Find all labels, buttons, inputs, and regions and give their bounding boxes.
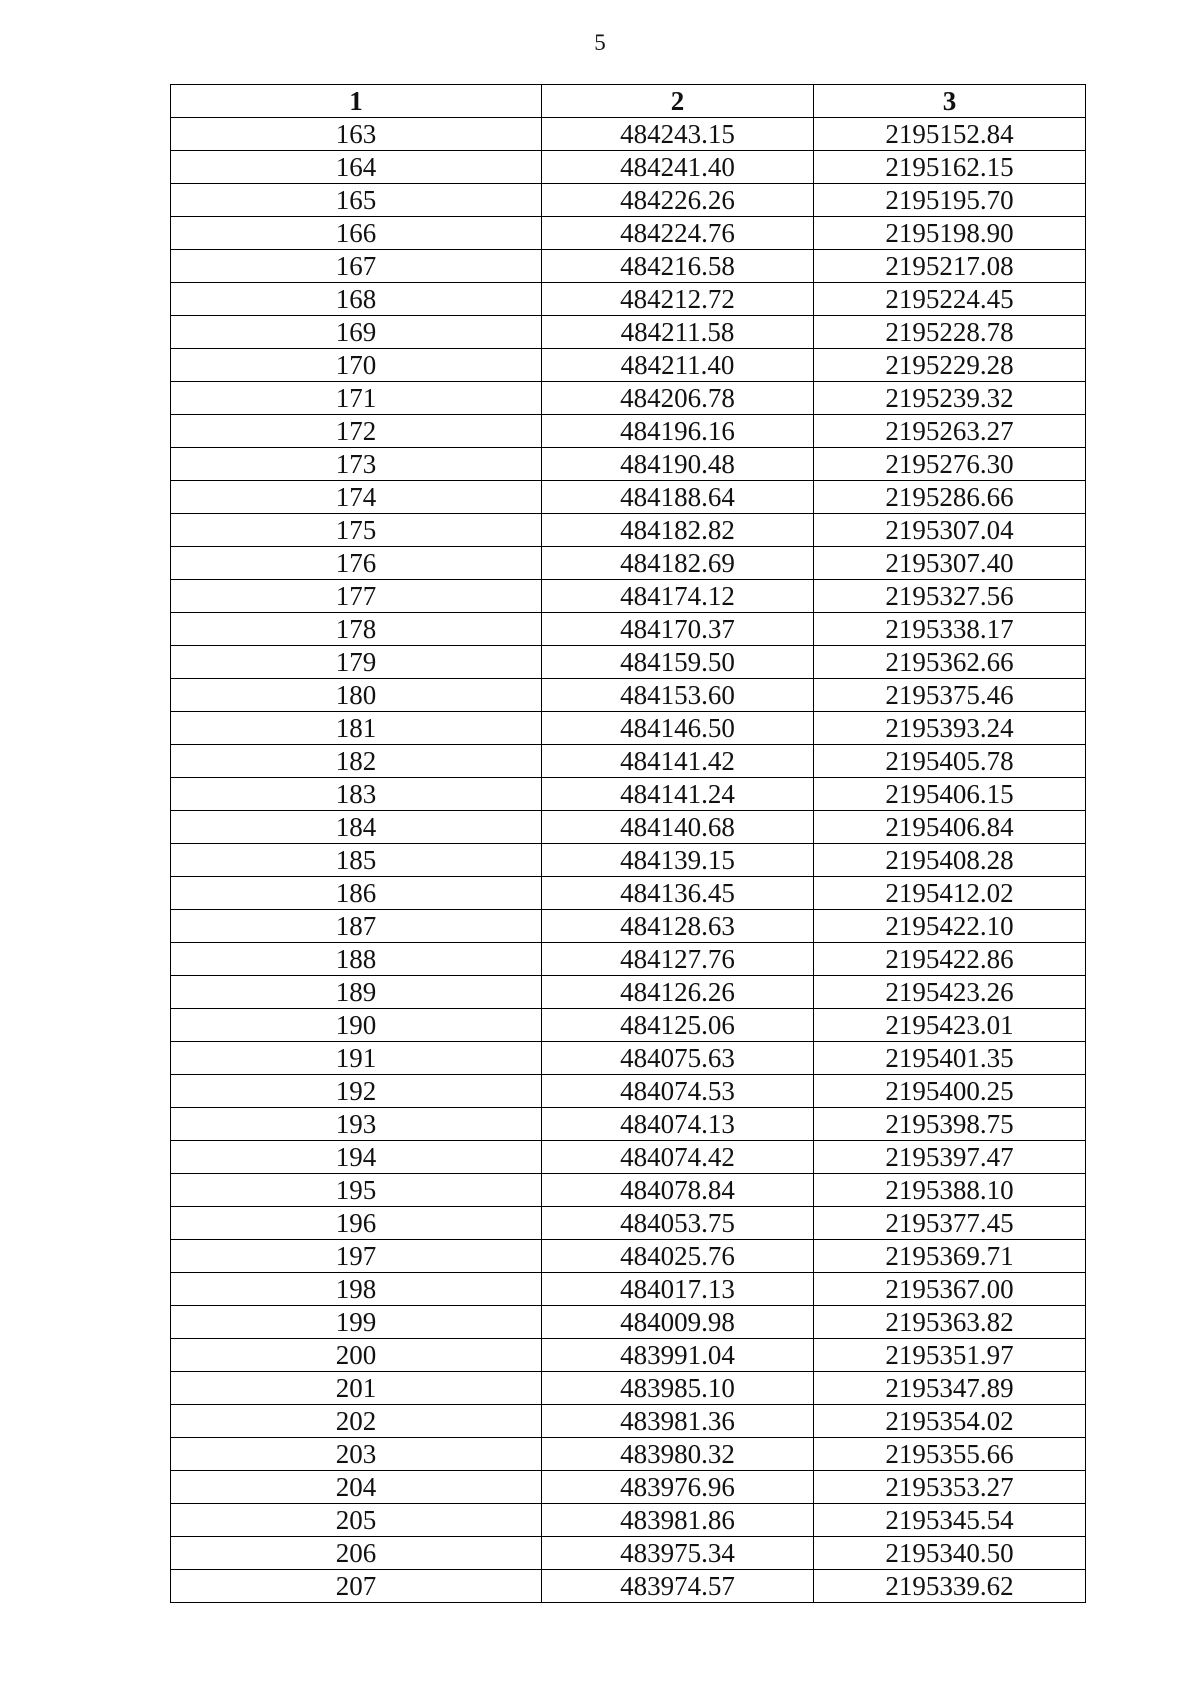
x-coordinate-cell: 484139.15: [542, 844, 814, 877]
x-coordinate-cell: 483991.04: [542, 1339, 814, 1372]
x-coordinate-cell: 484241.40: [542, 151, 814, 184]
x-coordinate-cell: 484141.42: [542, 745, 814, 778]
y-coordinate-cell: 2195224.45: [814, 283, 1086, 316]
x-coordinate-cell: 484075.63: [542, 1042, 814, 1075]
y-coordinate-cell: 2195339.62: [814, 1570, 1086, 1603]
x-coordinate-cell: 483981.86: [542, 1504, 814, 1537]
point-number-cell: 206: [171, 1537, 542, 1570]
x-coordinate-cell: 484170.37: [542, 613, 814, 646]
point-number-cell: 181: [171, 712, 542, 745]
point-number-cell: 193: [171, 1108, 542, 1141]
table-row: [171, 382, 1086, 415]
table-row: [171, 217, 1086, 250]
table-row: [171, 976, 1086, 1009]
x-coordinate-cell: 484074.13: [542, 1108, 814, 1141]
y-coordinate-cell: 2195412.02: [814, 877, 1086, 910]
x-coordinate-cell: 484141.24: [542, 778, 814, 811]
point-number-cell: 185: [171, 844, 542, 877]
point-number-cell: 178: [171, 613, 542, 646]
table-row: [171, 580, 1086, 613]
y-coordinate-cell: 2195401.35: [814, 1042, 1086, 1075]
table-row: [171, 712, 1086, 745]
y-coordinate-cell: 2195347.89: [814, 1372, 1086, 1405]
y-coordinate-cell: 2195377.45: [814, 1207, 1086, 1240]
x-coordinate-cell: 484074.53: [542, 1075, 814, 1108]
y-coordinate-cell: 2195327.56: [814, 580, 1086, 613]
point-number-cell: 202: [171, 1405, 542, 1438]
y-coordinate-cell: 2195388.10: [814, 1174, 1086, 1207]
point-number-cell: 200: [171, 1339, 542, 1372]
column-header-3: 3: [814, 85, 1086, 118]
table-row: [171, 1273, 1086, 1306]
table-row: [171, 1207, 1086, 1240]
x-coordinate-cell: 484211.40: [542, 349, 814, 382]
x-coordinate-cell: 483980.32: [542, 1438, 814, 1471]
point-number-cell: 191: [171, 1042, 542, 1075]
column-header-2: 2: [542, 85, 814, 118]
y-coordinate-cell: 2195354.02: [814, 1405, 1086, 1438]
table-row: [171, 1240, 1086, 1273]
y-coordinate-cell: 2195217.08: [814, 250, 1086, 283]
point-number-cell: 207: [171, 1570, 542, 1603]
point-number-cell: 194: [171, 1141, 542, 1174]
x-coordinate-cell: 484053.75: [542, 1207, 814, 1240]
table-row: [171, 1372, 1086, 1405]
x-coordinate-cell: 484212.72: [542, 283, 814, 316]
x-coordinate-cell: 484174.12: [542, 580, 814, 613]
x-coordinate-cell: 484211.58: [542, 316, 814, 349]
table-row: [171, 349, 1086, 382]
point-number-cell: 184: [171, 811, 542, 844]
point-number-cell: 177: [171, 580, 542, 613]
y-coordinate-cell: 2195286.66: [814, 481, 1086, 514]
point-number-cell: 183: [171, 778, 542, 811]
point-number-cell: 192: [171, 1075, 542, 1108]
y-coordinate-cell: 2195405.78: [814, 745, 1086, 778]
y-coordinate-cell: 2195422.86: [814, 943, 1086, 976]
point-number-cell: 189: [171, 976, 542, 1009]
x-coordinate-cell: 484074.42: [542, 1141, 814, 1174]
x-coordinate-cell: 484153.60: [542, 679, 814, 712]
y-coordinate-cell: 2195398.75: [814, 1108, 1086, 1141]
x-coordinate-cell: 484159.50: [542, 646, 814, 679]
y-coordinate-cell: 2195351.97: [814, 1339, 1086, 1372]
y-coordinate-cell: 2195198.90: [814, 217, 1086, 250]
x-coordinate-cell: 484127.76: [542, 943, 814, 976]
point-number-cell: 165: [171, 184, 542, 217]
x-coordinate-cell: 484078.84: [542, 1174, 814, 1207]
point-number-cell: 173: [171, 448, 542, 481]
table-row: [171, 877, 1086, 910]
table-header-row: [171, 85, 1086, 118]
point-number-cell: 180: [171, 679, 542, 712]
table-row: [171, 250, 1086, 283]
y-coordinate-cell: 2195263.27: [814, 415, 1086, 448]
x-coordinate-cell: 483974.57: [542, 1570, 814, 1603]
y-coordinate-cell: 2195369.71: [814, 1240, 1086, 1273]
x-coordinate-cell: 484224.76: [542, 217, 814, 250]
point-number-cell: 195: [171, 1174, 542, 1207]
table-row: [171, 415, 1086, 448]
table-row: [171, 1405, 1086, 1438]
point-number-cell: 188: [171, 943, 542, 976]
point-number-cell: 186: [171, 877, 542, 910]
table-row: [171, 943, 1086, 976]
y-coordinate-cell: 2195276.30: [814, 448, 1086, 481]
table-body: [171, 118, 1086, 1603]
y-coordinate-cell: 2195353.27: [814, 1471, 1086, 1504]
x-coordinate-cell: 484196.16: [542, 415, 814, 448]
y-coordinate-cell: 2195229.28: [814, 349, 1086, 382]
x-coordinate-cell: 484206.78: [542, 382, 814, 415]
point-number-cell: 174: [171, 481, 542, 514]
y-coordinate-cell: 2195195.70: [814, 184, 1086, 217]
point-number-cell: 175: [171, 514, 542, 547]
x-coordinate-cell: 484009.98: [542, 1306, 814, 1339]
point-number-cell: 182: [171, 745, 542, 778]
point-number-cell: 167: [171, 250, 542, 283]
table-row: [171, 613, 1086, 646]
x-coordinate-cell: 484146.50: [542, 712, 814, 745]
table-row: [171, 844, 1086, 877]
table-row: [171, 745, 1086, 778]
y-coordinate-cell: 2195228.78: [814, 316, 1086, 349]
table-row: [171, 1570, 1086, 1603]
table-row: [171, 151, 1086, 184]
y-coordinate-cell: 2195152.84: [814, 118, 1086, 151]
page-number: 5: [594, 30, 606, 55]
x-coordinate-cell: 484182.82: [542, 514, 814, 547]
y-coordinate-cell: 2195406.15: [814, 778, 1086, 811]
x-coordinate-cell: 483985.10: [542, 1372, 814, 1405]
point-number-cell: 187: [171, 910, 542, 943]
table-row: [171, 283, 1086, 316]
table-row: [171, 481, 1086, 514]
table-row: [171, 1504, 1086, 1537]
y-coordinate-cell: 2195423.26: [814, 976, 1086, 1009]
point-number-cell: 169: [171, 316, 542, 349]
point-number-cell: 205: [171, 1504, 542, 1537]
point-number-cell: 172: [171, 415, 542, 448]
x-coordinate-cell: 484128.63: [542, 910, 814, 943]
table-row: [171, 514, 1086, 547]
point-number-cell: 179: [171, 646, 542, 679]
point-number-cell: 170: [171, 349, 542, 382]
y-coordinate-cell: 2195397.47: [814, 1141, 1086, 1174]
y-coordinate-cell: 2195239.32: [814, 382, 1086, 415]
point-number-cell: 196: [171, 1207, 542, 1240]
y-coordinate-cell: 2195363.82: [814, 1306, 1086, 1339]
table-row: [171, 184, 1086, 217]
table-row: [171, 910, 1086, 943]
coordinates-table: [170, 84, 1086, 1603]
table-row: [171, 1471, 1086, 1504]
table-row: [171, 1009, 1086, 1042]
y-coordinate-cell: 2195423.01: [814, 1009, 1086, 1042]
point-number-cell: 163: [171, 118, 542, 151]
table-row: [171, 316, 1086, 349]
y-coordinate-cell: 2195355.66: [814, 1438, 1086, 1471]
column-header-1: 1: [171, 85, 542, 118]
point-number-cell: 204: [171, 1471, 542, 1504]
table-row: [171, 547, 1086, 580]
y-coordinate-cell: 2195338.17: [814, 613, 1086, 646]
table-row: [171, 679, 1086, 712]
table-row: [171, 1174, 1086, 1207]
x-coordinate-cell: 484190.48: [542, 448, 814, 481]
point-number-cell: 190: [171, 1009, 542, 1042]
y-coordinate-cell: 2195375.46: [814, 679, 1086, 712]
table-row: [171, 1075, 1086, 1108]
table-row: [171, 448, 1086, 481]
x-coordinate-cell: 484140.68: [542, 811, 814, 844]
table-row: [171, 1537, 1086, 1570]
y-coordinate-cell: 2195340.50: [814, 1537, 1086, 1570]
table-row: [171, 1141, 1086, 1174]
table-row: [171, 1306, 1086, 1339]
y-coordinate-cell: 2195406.84: [814, 811, 1086, 844]
x-coordinate-cell: 484017.13: [542, 1273, 814, 1306]
x-coordinate-cell: 484126.26: [542, 976, 814, 1009]
y-coordinate-cell: 2195408.28: [814, 844, 1086, 877]
x-coordinate-cell: 483975.34: [542, 1537, 814, 1570]
y-coordinate-cell: 2195422.10: [814, 910, 1086, 943]
y-coordinate-cell: 2195367.00: [814, 1273, 1086, 1306]
table-row: [171, 1108, 1086, 1141]
x-coordinate-cell: 484182.69: [542, 547, 814, 580]
x-coordinate-cell: 484188.64: [542, 481, 814, 514]
x-coordinate-cell: 483981.36: [542, 1405, 814, 1438]
y-coordinate-cell: 2195345.54: [814, 1504, 1086, 1537]
point-number-cell: 164: [171, 151, 542, 184]
table-row: [171, 1438, 1086, 1471]
point-number-cell: 168: [171, 283, 542, 316]
y-coordinate-cell: 2195162.15: [814, 151, 1086, 184]
x-coordinate-cell: 484216.58: [542, 250, 814, 283]
table-row: [171, 1042, 1086, 1075]
point-number-cell: 166: [171, 217, 542, 250]
y-coordinate-cell: 2195400.25: [814, 1075, 1086, 1108]
point-number-cell: 199: [171, 1306, 542, 1339]
table-row: [171, 646, 1086, 679]
x-coordinate-cell: 484226.26: [542, 184, 814, 217]
x-coordinate-cell: 484136.45: [542, 877, 814, 910]
point-number-cell: 203: [171, 1438, 542, 1471]
x-coordinate-cell: 483976.96: [542, 1471, 814, 1504]
y-coordinate-cell: 2195362.66: [814, 646, 1086, 679]
table-row: [171, 811, 1086, 844]
point-number-cell: 197: [171, 1240, 542, 1273]
point-number-cell: 201: [171, 1372, 542, 1405]
table-row: [171, 778, 1086, 811]
point-number-cell: 198: [171, 1273, 542, 1306]
y-coordinate-cell: 2195307.40: [814, 547, 1086, 580]
point-number-cell: 176: [171, 547, 542, 580]
y-coordinate-cell: 2195393.24: [814, 712, 1086, 745]
table-row: [171, 1339, 1086, 1372]
x-coordinate-cell: 484243.15: [542, 118, 814, 151]
table-row: [171, 118, 1086, 151]
x-coordinate-cell: 484125.06: [542, 1009, 814, 1042]
x-coordinate-cell: 484025.76: [542, 1240, 814, 1273]
point-number-cell: 171: [171, 382, 542, 415]
y-coordinate-cell: 2195307.04: [814, 514, 1086, 547]
